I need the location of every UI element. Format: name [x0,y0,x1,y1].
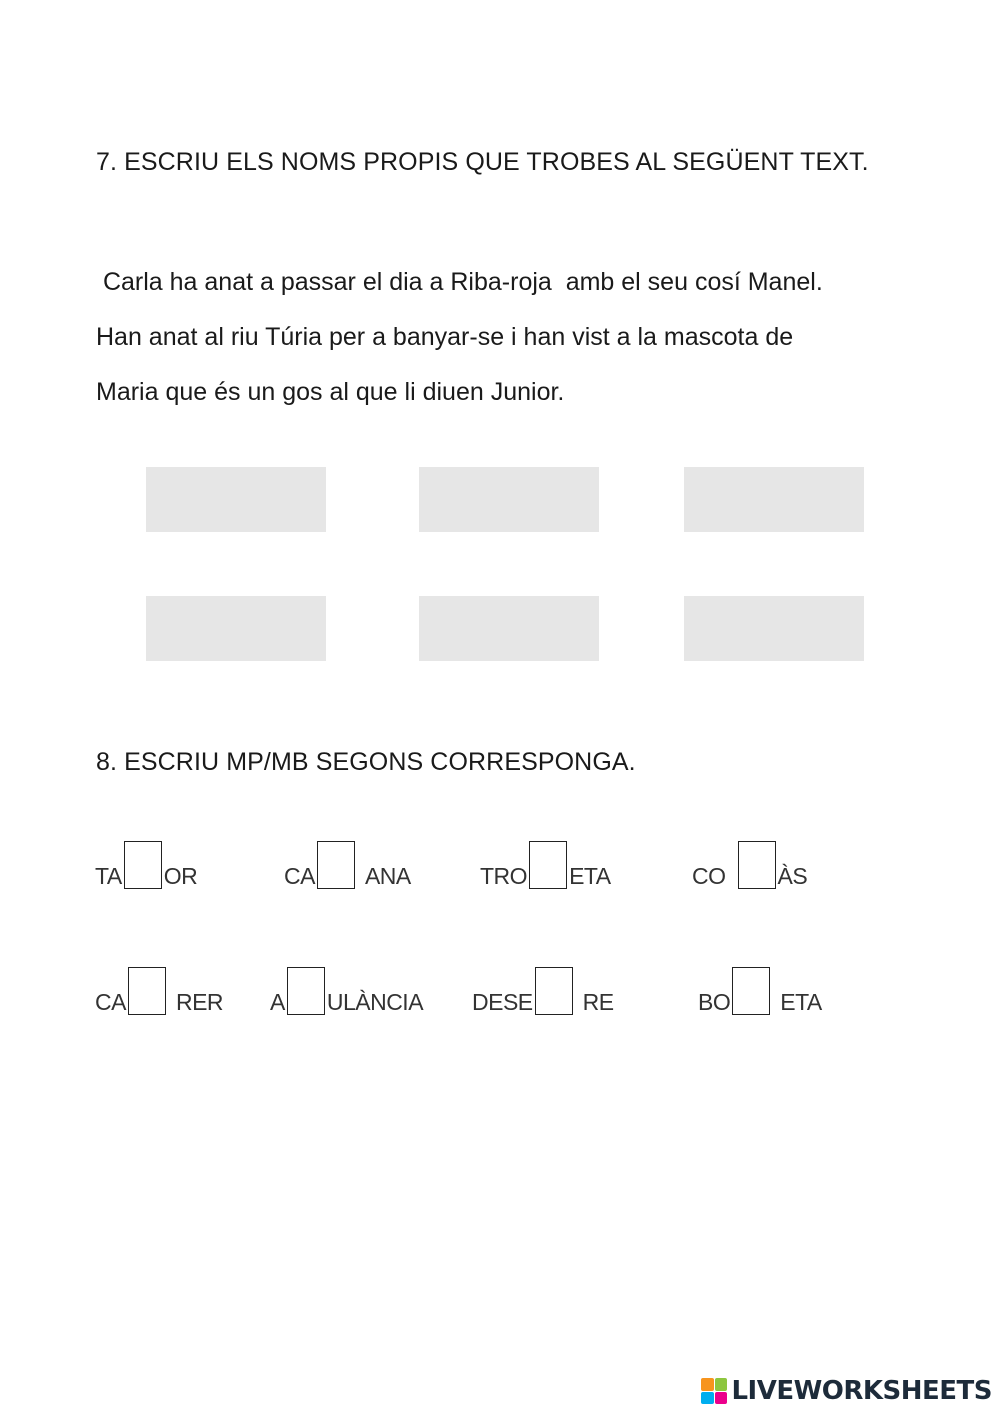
word-prefix: DESE [472,989,533,1015]
fill-word-6 [270,965,423,1015]
liveworksheets-logo [701,1377,992,1405]
word-suffix: RE [582,989,614,1015]
logo-text: LIVEWORKSHEETS [731,1376,992,1406]
word-prefix: TRO [480,863,528,889]
fill-word-3 [480,839,611,889]
mp-mb-gap-3[interactable] [529,841,567,889]
logo-mark-icon [701,1378,727,1404]
proper-noun-answer-6[interactable] [684,596,864,661]
exercise-7-heading: 7. ESCRIU ELS NOMS PROPIS QUE TROBES AL SEGÜENT TEXT. [96,148,869,176]
proper-noun-answer-2[interactable] [419,467,599,532]
word-prefix: A [270,989,285,1015]
exercise-7-text [96,255,916,420]
word-suffix: ÀS [777,863,808,889]
mp-mb-gap-5[interactable] [128,967,166,1015]
word-suffix: RER [175,989,224,1015]
proper-noun-answer-1[interactable] [146,467,326,532]
word-suffix: OR [163,863,198,889]
word-prefix: TA [95,863,122,889]
mp-mb-gap-2[interactable] [317,841,355,889]
word-prefix: CA [284,863,315,889]
logo-square [715,1378,728,1391]
word-suffix: ANA [364,863,411,889]
fill-word-7 [472,965,614,1015]
fill-word-4 [692,839,807,889]
mp-mb-gap-6[interactable] [287,967,325,1015]
logo-square [701,1378,714,1391]
proper-noun-answer-5[interactable] [419,596,599,661]
text-line: Maria que és un gos al que li diuen Junior. [96,378,565,406]
word-prefix: CO [692,863,726,889]
word-suffix: ETA [569,863,611,889]
exercise-8-heading: 8. ESCRIU MP/MB SEGONS CORRESPONGA. [96,748,636,776]
logo-square [701,1392,714,1405]
fill-word-1 [95,839,197,889]
word-prefix: CA [95,989,126,1015]
mp-mb-gap-8[interactable] [732,967,770,1015]
proper-noun-answer-4[interactable] [146,596,326,661]
mp-mb-gap-4[interactable] [738,841,776,889]
mp-mb-gap-7[interactable] [535,967,573,1015]
word-prefix: BO [698,989,731,1015]
word-suffix: ULÀNCIA [326,989,424,1015]
text-line: Han anat al riu Túria per a banyar-se i han vist a la mascota de [96,323,794,351]
fill-word-5 [95,965,223,1015]
word-suffix: ETA [780,989,822,1015]
fill-word-8 [698,965,822,1015]
fill-word-2 [284,839,411,889]
logo-square [715,1392,728,1405]
proper-noun-answer-3[interactable] [684,467,864,532]
text-line: Carla ha anat a passar el dia a Riba-roja amb el seu cosí Manel. [96,268,823,296]
mp-mb-gap-1[interactable] [124,841,162,889]
